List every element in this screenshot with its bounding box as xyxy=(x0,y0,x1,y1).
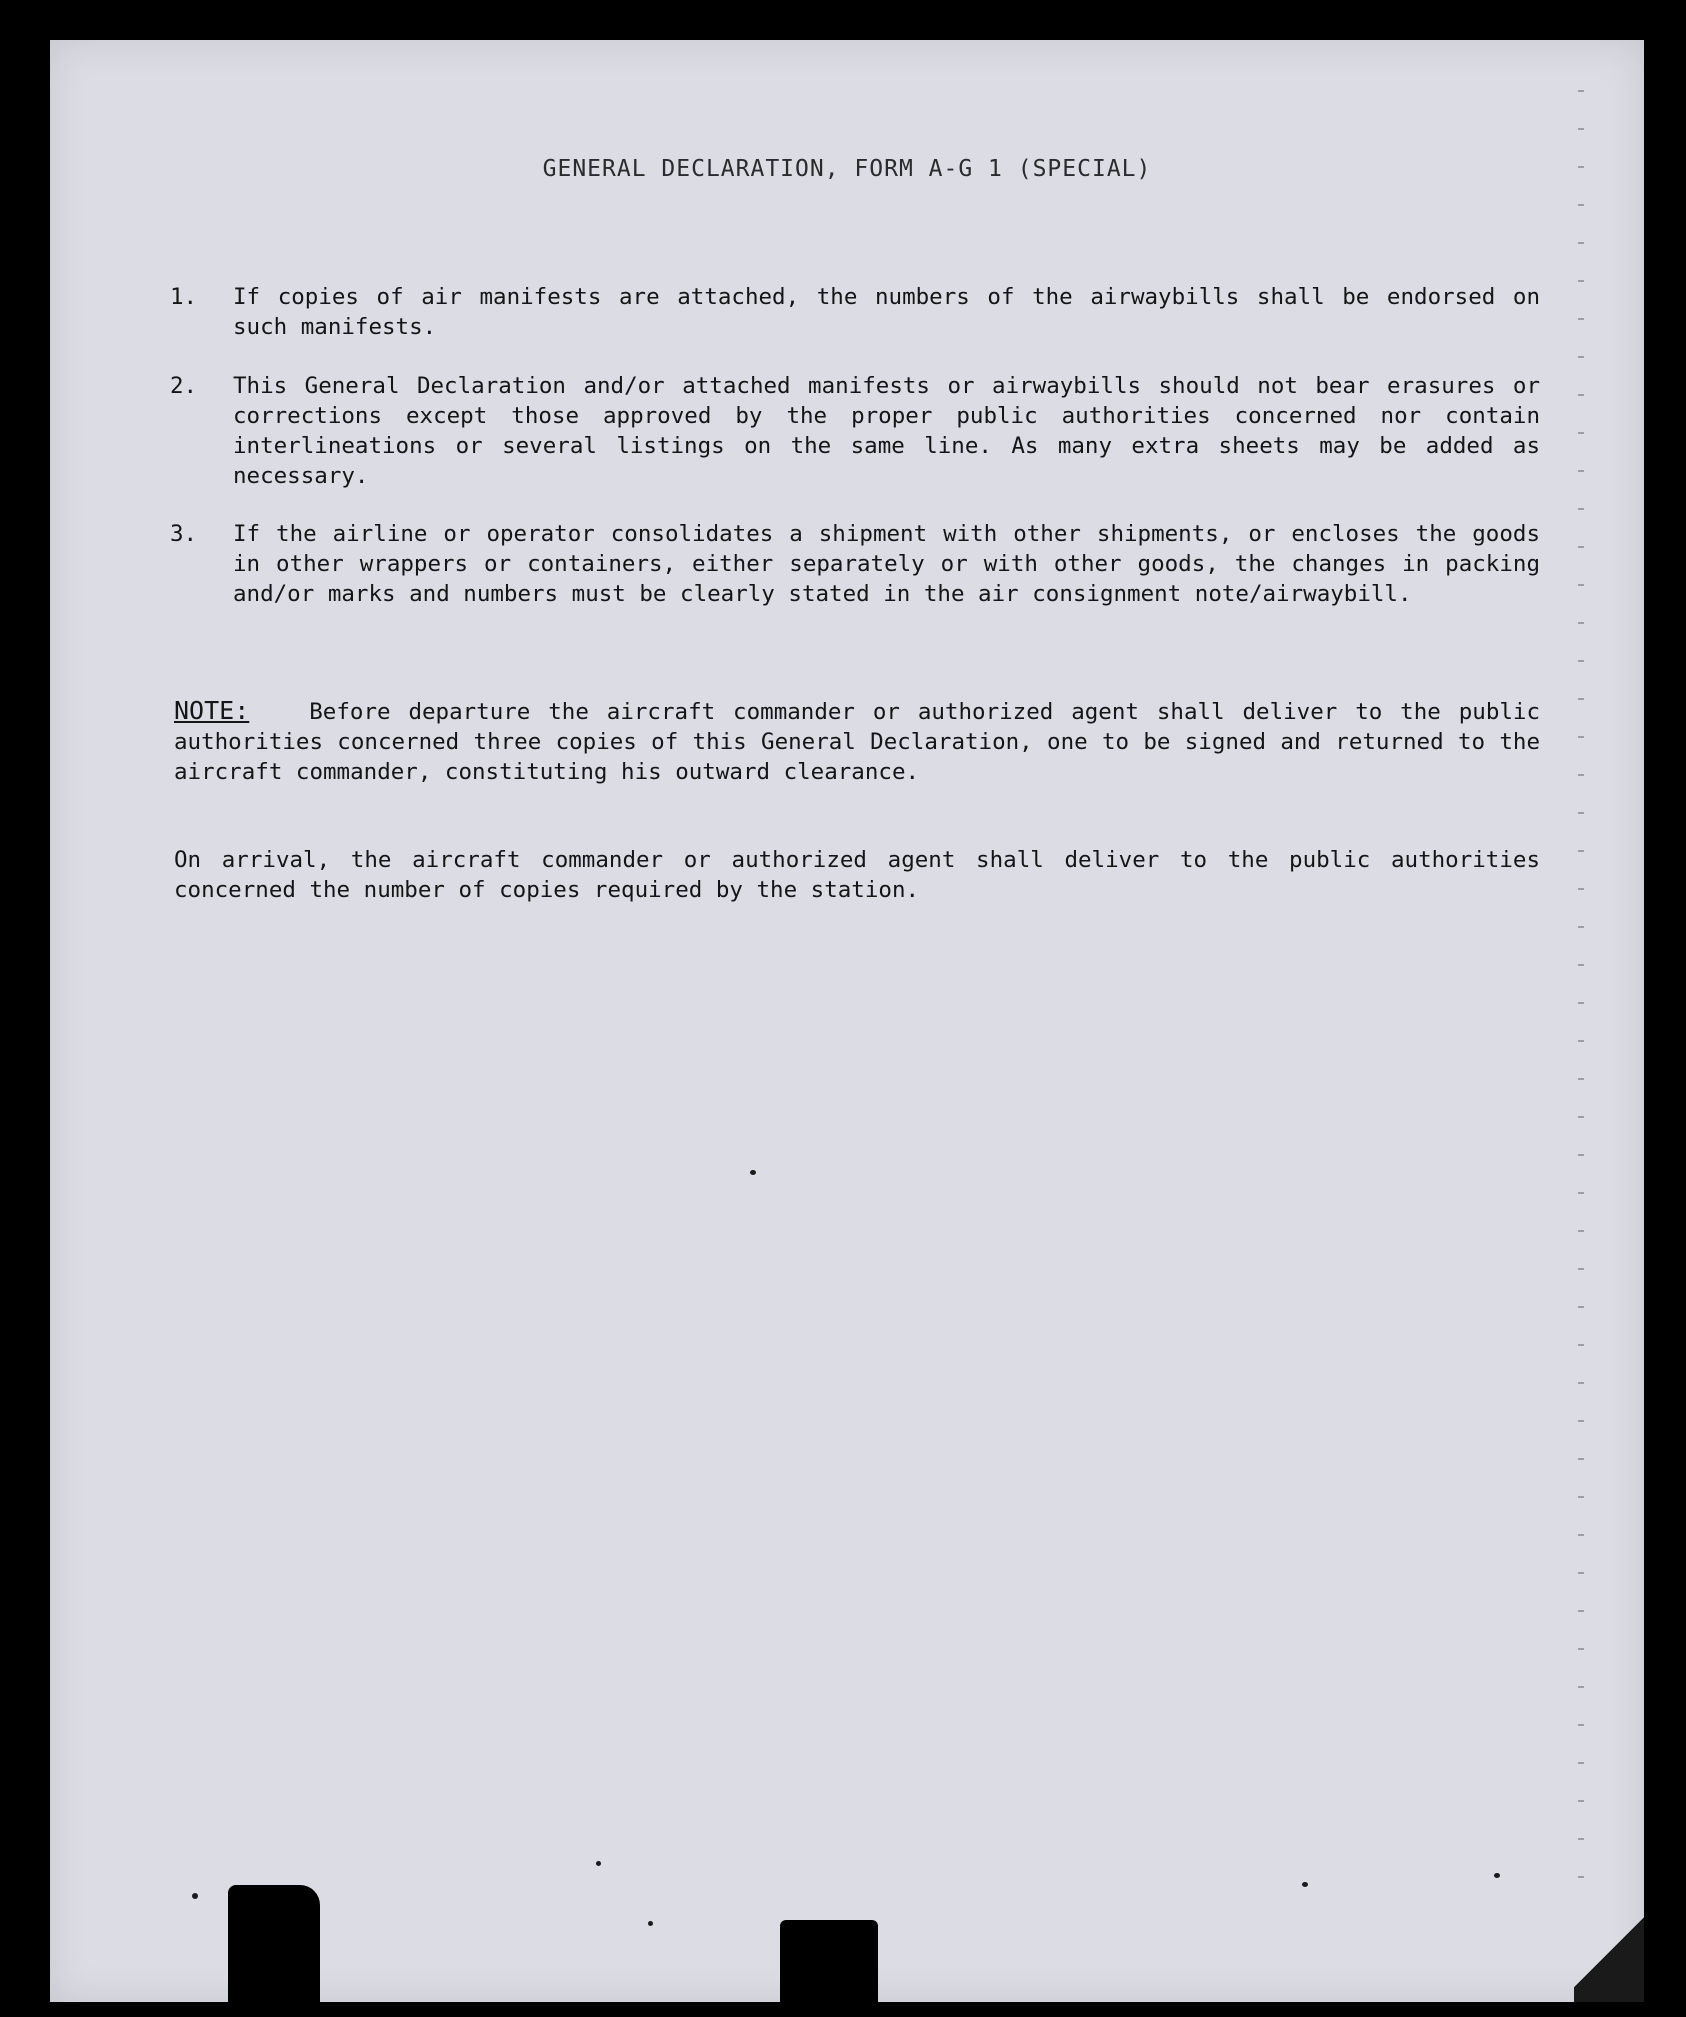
punch-hole-left xyxy=(228,1885,320,2002)
speck xyxy=(750,1170,756,1175)
item-number: 3. xyxy=(170,521,198,547)
note-text: Before departure the aircraft commander or authorized agent shall deliver to the public authorities concerned three copies of this General Declaration, one to be signed and returned to the aircraft commander, constituting his outward clearance. xyxy=(174,699,1540,785)
item-text: If the airline or operator consolidates a shipment with other shipments, or encloses the goods in other wrappers or containers, either separately or with other goods, the changes in packing and/or marks and numbers must be clearly stated in the air consignment note/airwaybill. xyxy=(233,521,1540,607)
speck xyxy=(1494,1873,1500,1878)
speck xyxy=(192,1893,198,1899)
arrival-paragraph: On arrival, the aircraft commander or authorized agent shall deliver to the public authorities concerned the number of copies required by the station. xyxy=(174,847,1540,903)
document-title: GENERAL DECLARATION, FORM A-G 1 (SPECIAL) xyxy=(542,156,1152,182)
note-label: NOTE: xyxy=(174,696,250,725)
document-page xyxy=(50,40,1644,2002)
item-number: 2. xyxy=(170,373,198,399)
punch-hole-center xyxy=(780,1920,878,2002)
speck xyxy=(1302,1882,1308,1887)
item-number: 1. xyxy=(170,284,198,310)
note-paragraph xyxy=(174,696,1540,787)
instruction-item-1 xyxy=(170,282,1540,342)
speck xyxy=(596,1861,601,1866)
corner-curl xyxy=(1574,1902,1644,2002)
speck xyxy=(648,1921,653,1926)
edge-marks xyxy=(1578,90,1584,1890)
item-text: This General Declaration and/or attached manifests or airwaybills should not bear erasures or corrections except those approved by the proper public authorities concerned nor contain interlineations or several listings on the same line. As many extra sheets may be added as necessary. xyxy=(233,373,1540,489)
instruction-item-3 xyxy=(170,519,1540,609)
instruction-item-2 xyxy=(170,371,1540,491)
item-text: If copies of air manifests are attached, the numbers of the airwaybills shall be endorsed on such manifests. xyxy=(233,284,1540,340)
